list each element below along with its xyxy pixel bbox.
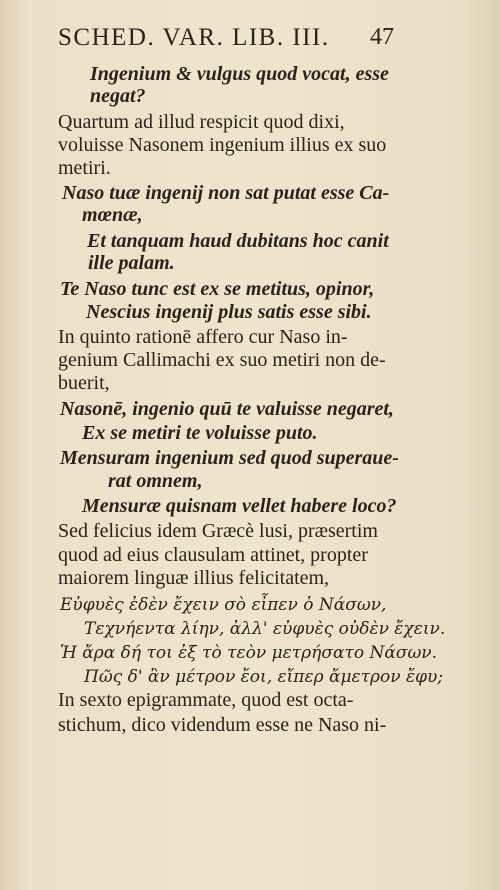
prose-line: metiri. bbox=[58, 157, 111, 179]
verse-line: Et tanquam haud dubitans hoc canit bbox=[87, 230, 389, 252]
verse-line: Nescius ingenij plus satis esse sibi. bbox=[86, 301, 372, 323]
greek-verse-line: Τεχνήεντα λίην, ἀλλ' εὐφυὲς οὐδὲν ἔχειν. bbox=[84, 619, 446, 639]
prose-line: Quartum ad illud respicit quod dixi, bbox=[58, 111, 345, 133]
prose-line: genium Callimachi ex suo metiri non de- bbox=[58, 349, 386, 371]
verse-line: Te Naso tunc est ex se metitus, opinor, bbox=[60, 278, 375, 300]
verse-line: Ex se metiri te voluisse puto. bbox=[82, 422, 318, 444]
verse-line: Mensuram ingenium sed quod superaue- bbox=[60, 447, 399, 469]
verse-line: Nasonē, ingenio quū te valuisse negaret, bbox=[60, 398, 394, 420]
prose-line: In sexto epigrammate, quod est octa- bbox=[58, 689, 354, 711]
prose-line: Sed felicius idem Græcè lusi, præsertim bbox=[58, 520, 378, 542]
greek-verse-line: Εὐφυὲς ἐδὲν ἔχειν σὸ εἶπεν ὁ Νάσων, bbox=[60, 595, 387, 615]
verse-line: negat? bbox=[90, 85, 146, 107]
page-number: 47 bbox=[370, 24, 394, 50]
page-header bbox=[58, 24, 394, 60]
prose-line: In quinto rationē affero cur Naso in- bbox=[58, 326, 348, 348]
running-title: SCHED. VAR. LIB. III. bbox=[58, 24, 330, 51]
prose-line: quod ad eius clausulam attinet, propter bbox=[58, 544, 368, 566]
greek-verse-line: Πῶς δ' ἂν μέτρον ἔοι, εἴπερ ἄμετρον ἔφυ; bbox=[84, 667, 444, 687]
verse-line: Ingenium & vulgus quod vocat, esse bbox=[90, 63, 389, 85]
greek-verse-line: Ἡ ἄρα δή τοι ἐξ τὸ τεὸν μετρήσατο Νάσων. bbox=[60, 643, 438, 663]
verse-line: rat omnem, bbox=[108, 470, 203, 492]
prose-line: voluisse Nasonem ingenium illius ex suo bbox=[58, 134, 387, 156]
verse-line: ille palam. bbox=[88, 252, 175, 274]
verse-line: Naso tuæ ingenij non sat putat esse Ca- bbox=[62, 182, 390, 204]
prose-line: stichum, dico videndum esse ne Naso ni- bbox=[58, 714, 387, 736]
prose-line: buerit, bbox=[58, 372, 110, 394]
verse-line: Mensuræ quisnam vellet habere loco? bbox=[82, 495, 397, 517]
verse-line: mœnæ, bbox=[82, 204, 143, 226]
prose-line: maiorem linguæ illius felicitatem, bbox=[58, 567, 330, 589]
